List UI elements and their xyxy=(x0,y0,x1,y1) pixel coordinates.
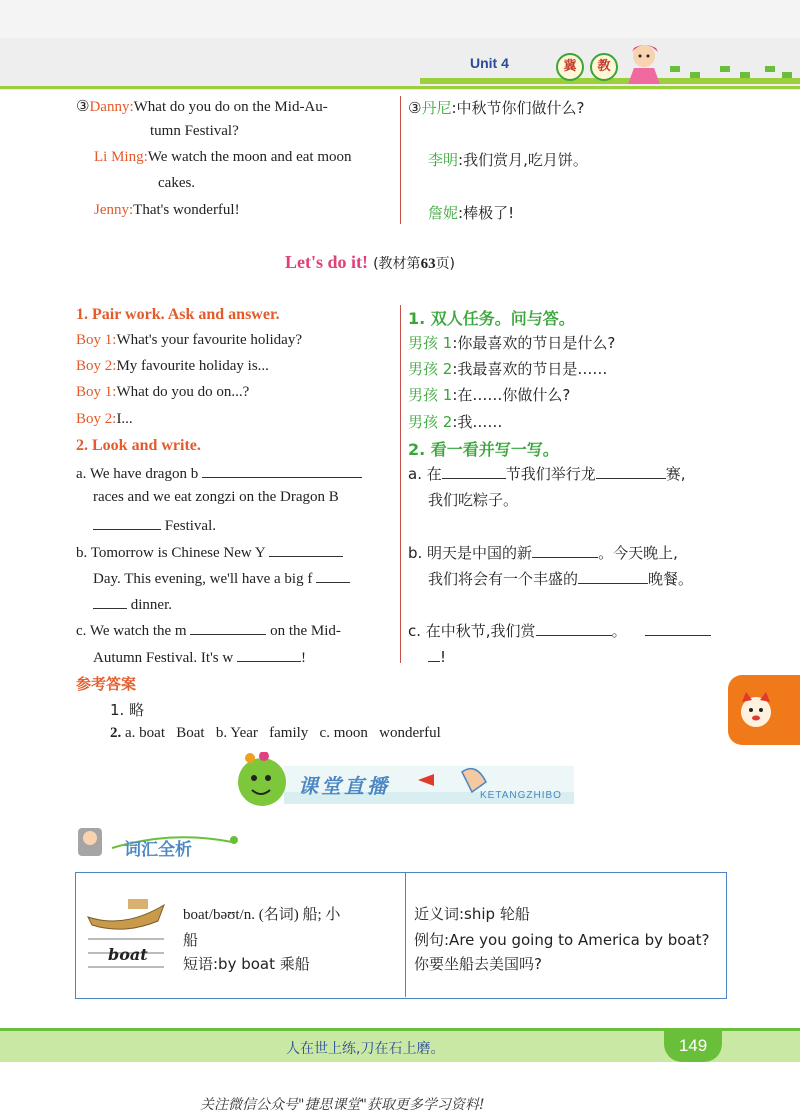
blank-b-1[interactable] xyxy=(269,542,343,557)
header-top xyxy=(0,0,800,38)
answer-2: 2. a. boat Boat b. Year family c. moon wonderful xyxy=(110,725,441,741)
dialogue-liming-line-1: Li Ming:We watch the moon and eat moon xyxy=(94,149,352,165)
pair-work-heading: 1. Pair work. Ask and answer. xyxy=(76,306,280,323)
exercise-b-line-3: dinner. xyxy=(93,594,172,614)
blank-c-2[interactable] xyxy=(237,647,301,662)
speaker-danny: Danny xyxy=(89,99,130,115)
blank-a-1[interactable] xyxy=(202,463,362,478)
zh-exercise-c-line-1: c. 在中秋节,我们赏 。 xyxy=(408,620,711,641)
unit-label: Unit 4 xyxy=(470,55,509,71)
jenny-text: That's wonderful! xyxy=(133,202,240,218)
zh-blank-c-2-cont[interactable] xyxy=(428,647,440,662)
zh-speaker-liming: 李明 xyxy=(428,151,459,169)
zh-blank-c-1[interactable] xyxy=(536,621,612,636)
zh-blank-b-1[interactable] xyxy=(532,543,598,558)
zh-look-write-heading: 2. 看一看并写一写。 xyxy=(408,440,559,459)
ketang-banner xyxy=(232,752,577,814)
mascot-girl-icon xyxy=(618,38,670,86)
zh-danny-text: 中秋节你们做什么? xyxy=(456,99,585,117)
dialogue-jenny-line: Jenny:That's wonderful! xyxy=(94,202,240,218)
zh-exercise-a-line-1: a. 在 节我们举行龙 赛, xyxy=(408,465,686,483)
lets-do-it-title-row xyxy=(285,252,455,273)
liming-text-1: We watch the moon and eat moon xyxy=(147,149,352,165)
exercise-c-line-2: Autumn Festival. It's w ! xyxy=(93,647,306,667)
vocab-entry-line-2: 船 xyxy=(183,931,199,949)
banner-title: 课堂直播 xyxy=(298,774,390,798)
blank-c-1[interactable] xyxy=(190,620,266,635)
pair-line-2: Boy 2:My favourite holiday is... xyxy=(76,358,269,374)
zh-danny-line: ③丹尼:中秋节你们做什么? xyxy=(408,99,585,117)
zh-speaker-danny: 丹尼 xyxy=(421,99,452,117)
pair-line-4: Boy 2:I... xyxy=(76,411,133,427)
zh-pair-line-3: 男孩 1:在……你做什么? xyxy=(408,386,571,404)
pair-line-1: Boy 1:What's your favourite holiday? xyxy=(76,332,302,348)
exercise-c-line-1: c. We watch the m on the Mid- xyxy=(76,620,341,640)
blank-b-2-cont[interactable] xyxy=(93,594,127,609)
zh-jenny-line: 詹妮:棒极了! xyxy=(428,204,515,222)
zh-liming-line: 李明:我们赏月,吃月饼。 xyxy=(428,151,588,169)
speaker-liming: Li Ming xyxy=(94,149,144,165)
boat-image-word: boat xyxy=(108,945,148,964)
dialogue-danny-line-2: tumn Festival? xyxy=(150,123,239,139)
zh-pair-line-2: 男孩 2:我最喜欢的节日是…… xyxy=(408,360,608,378)
vocab-box-divider xyxy=(405,873,406,997)
zh-blank-c-2[interactable] xyxy=(645,621,711,636)
zh-liming-text: 我们赏月,吃月饼。 xyxy=(463,151,588,169)
textbook-ref: (教材第 xyxy=(373,256,421,272)
vocab-example-en: 例句:Are you going to America by boat? xyxy=(414,931,710,949)
footer-motto: 人在世上练,刀在石上磨。 xyxy=(286,1041,445,1057)
item-number: ③ xyxy=(76,97,90,115)
zh-exercise-b-line-2: 我们将会有一个丰盛的 晚餐。 xyxy=(428,570,694,588)
zh-jenny-text: 棒极了! xyxy=(463,204,515,222)
exercise-a-line-3: Festival. xyxy=(93,515,216,535)
zh-pair-line-4: 男孩 2:我…… xyxy=(408,413,503,431)
zh-exercise-b-line-1: b. 明天是中国的新 。今天晚上, xyxy=(408,544,678,562)
column-divider-main xyxy=(400,305,401,663)
fox-mascot-icon xyxy=(736,690,776,730)
zh-pair-line-1: 男孩 1:你最喜欢的节日是什么? xyxy=(408,334,616,352)
answers-heading: 参考答案 xyxy=(76,675,137,693)
dialogue-liming-line-2: cakes. xyxy=(158,175,196,191)
vocab-synonym: 近义词:ship 轮船 xyxy=(414,905,530,923)
zh-pair-work-heading: 1. 双人任务。问与答。 xyxy=(408,309,575,328)
bottom-note: 关注微信公众号"捷思课堂"获取更多学习资料! xyxy=(200,1097,485,1113)
zh-speaker-jenny: 詹妮 xyxy=(428,204,459,222)
exercise-a-line-1: a. We have dragon b xyxy=(76,463,362,483)
exercise-b-line-1: b. Tomorrow is Chinese New Y xyxy=(76,542,343,562)
blank-b-2[interactable] xyxy=(316,568,350,583)
exercise-b-line-2: Day. This evening, we'll have a big f xyxy=(93,568,350,588)
page-number: 149 xyxy=(678,1036,708,1055)
look-write-heading: 2. Look and write. xyxy=(76,437,201,454)
dialogue-danny-line-1: ③Danny:What do you do on the Mid-Au- xyxy=(76,97,328,115)
vocab-section-title: 词汇全析 xyxy=(124,840,192,860)
zh-blank-a-1[interactable] xyxy=(442,464,506,479)
zh-blank-b-2[interactable] xyxy=(578,569,648,584)
danny-text-1: What do you do on the Mid-Au- xyxy=(133,99,328,115)
vocab-entry-line-1: boat/bəʊt/n. (名词) 船; 小 xyxy=(183,907,341,923)
textbook-ref-end: 页) xyxy=(435,256,456,272)
badge-ji: 冀 xyxy=(556,53,584,81)
blank-a-2[interactable] xyxy=(93,515,161,530)
pair-line-3: Boy 1:What do you do on...? xyxy=(76,384,250,400)
lets-do-it-title: Let's do it! xyxy=(285,252,368,272)
zh-exercise-a-line-2: 我们吃粽子。 xyxy=(428,491,519,509)
speaker-jenny: Jenny xyxy=(94,202,129,218)
column-divider-top xyxy=(400,96,401,224)
exercise-a-line-2: races and we eat zongzi on the Dragon B xyxy=(93,489,339,505)
textbook-page: 63 xyxy=(420,256,436,272)
answer-1: 1. 略 xyxy=(110,701,145,719)
vocab-phrase: 短语:by boat 乘船 xyxy=(183,955,310,973)
banner-subtitle: KETANGZHIBO xyxy=(480,790,562,801)
vocab-example-zh: 你要坐船去美国吗? xyxy=(414,955,542,973)
zh-blank-a-2[interactable] xyxy=(596,464,666,479)
zh-exercise-c-line-2: ! xyxy=(428,647,446,666)
badge-jiao: 教 xyxy=(590,53,618,81)
